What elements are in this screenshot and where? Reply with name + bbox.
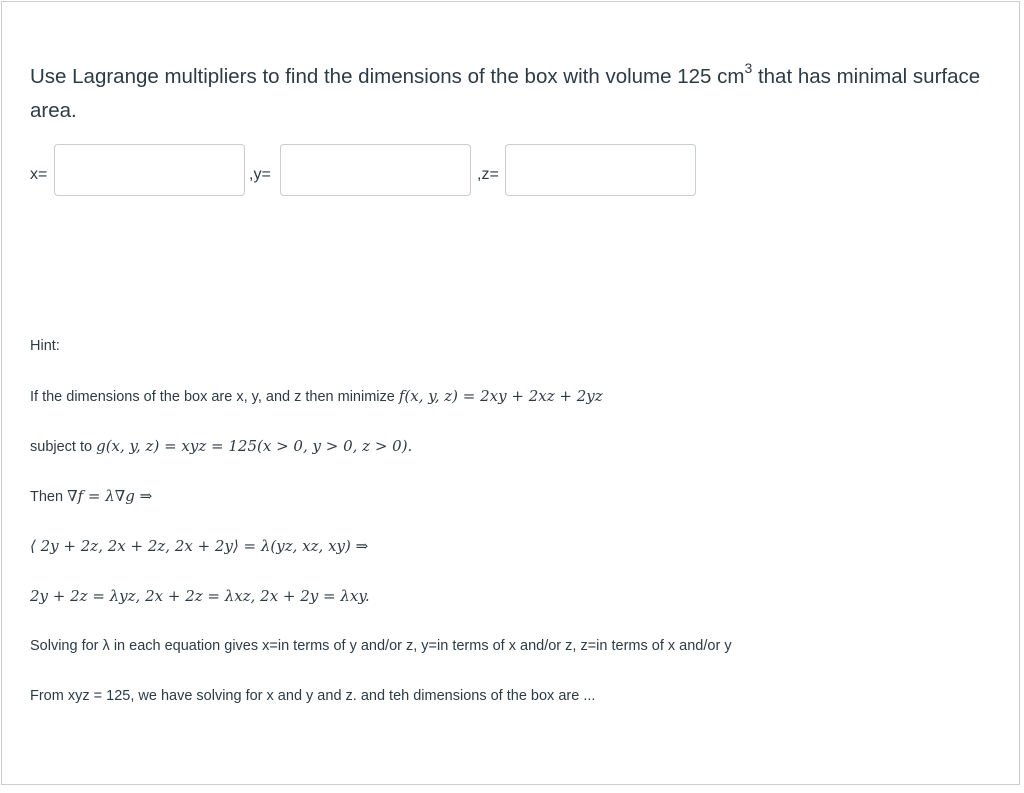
x-input[interactable] — [54, 144, 245, 196]
hint-line-system — [30, 585, 370, 608]
question-panel — [1, 1, 1020, 785]
z-input[interactable] — [505, 144, 696, 196]
y-label: ,y= — [249, 166, 271, 183]
hint-line-vector-equation — [30, 535, 368, 558]
question-text-after: that has minimal surface area. — [30, 65, 981, 122]
hint-line-objective — [30, 385, 603, 408]
gradient-equation: ∇f = λ∇g ⇒ — [67, 487, 153, 505]
constraint-function: g(x, y, z) = xyz = 125(x > 0, y > 0, z > 0). — [96, 437, 413, 455]
answer-row — [30, 144, 730, 196]
question-text-before: Use Lagrange multipliers to find the dimensions of the box with volume 125 cm — [30, 65, 745, 88]
y-input[interactable] — [280, 144, 471, 196]
question-exponent: 3 — [744, 60, 753, 77]
hint-title: Hint: — [30, 338, 60, 354]
hint-gradient-text: Then — [30, 489, 68, 505]
hint-line-constraint — [30, 435, 412, 458]
vector-equation: ⟨ 2y + 2z, 2x + 2z, 2x + 2y⟩ = λ(yz, xz, xy) ⇒ — [30, 537, 369, 555]
equation-system: 2y + 2z = λyz, 2x + 2z = λxz, 2x + 2y = λxy. — [30, 587, 370, 605]
hint-line-gradient — [30, 485, 152, 508]
question-text — [30, 60, 995, 128]
hint-objective-text: If the dimensions of the box are x, y, and z then minimize — [30, 389, 399, 405]
objective-function: f(x, y, z) = 2xy + 2xz + 2yz — [398, 387, 603, 405]
hint-constraint-text: subject to — [30, 439, 97, 455]
z-label: ,z= — [477, 166, 499, 183]
hint-line-conclusion: From xyz = 125, we have solving for x and y and z. and teh dimensions of the box are ... — [30, 688, 596, 704]
hint-line-solving: Solving for λ in each equation gives x=in terms of y and/or z, y=in terms of x and/or z, z=in terms of x and/or y — [30, 638, 732, 654]
x-label: x= — [30, 166, 48, 183]
